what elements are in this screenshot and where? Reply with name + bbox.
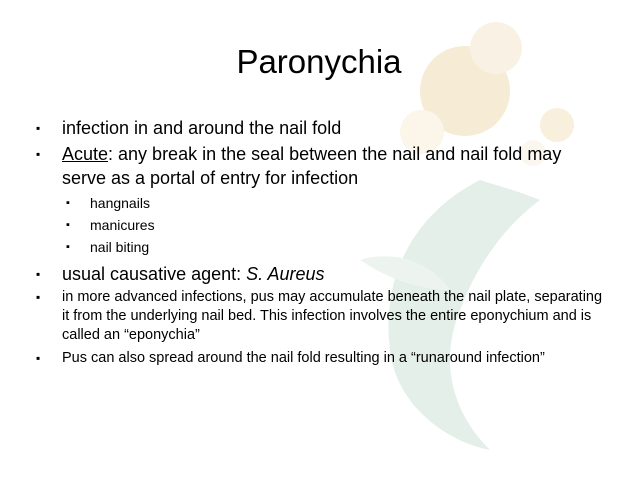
sub-list — [28, 192, 603, 258]
acute-label: Acute — [62, 144, 109, 164]
bullet-text: infection in and around the nail fold — [62, 118, 342, 138]
bullet-text: hangnails — [90, 195, 150, 211]
bullet-item — [28, 116, 603, 140]
slide-title: Paronychia — [236, 43, 402, 80]
sub-bullet-item — [28, 214, 603, 236]
bullet-icon: ▪ — [66, 241, 70, 253]
bullet-icon: ▪ — [36, 351, 41, 365]
bullet-item — [28, 349, 603, 368]
bullet-text: Pus can also spread around the nail fold resulting in a “runaround infection” — [62, 350, 545, 366]
bullet-icon: ▪ — [36, 147, 41, 161]
bullet-text: : any break in the seal between the nail and nail fold may serve as a portal of entry for infection — [62, 144, 562, 188]
bullet-text: in more advanced infections, pus may accumulate beneath the nail plate, separating it from the underlying nail bed. This infection involves the entire eponychium and is called an “eponychia” — [62, 289, 603, 343]
bullet-icon: ▪ — [66, 219, 70, 231]
bullet-text: nail biting — [90, 239, 150, 255]
bullet-item — [28, 288, 603, 345]
bullet-text: usual causative agent: — [62, 264, 247, 284]
sub-bullet-item — [28, 192, 603, 214]
bullet-icon: ▪ — [36, 121, 41, 135]
bullet-icon: ▪ — [66, 197, 70, 209]
bullet-list — [28, 116, 603, 372]
sub-bullet-item — [28, 236, 603, 258]
bullet-icon: ▪ — [36, 290, 41, 304]
bullet-item — [28, 262, 603, 286]
bullet-icon: ▪ — [36, 267, 41, 281]
bullet-text: manicures — [90, 217, 155, 233]
bullet-item — [28, 142, 603, 190]
organism-name: S. Aureus — [246, 264, 325, 284]
